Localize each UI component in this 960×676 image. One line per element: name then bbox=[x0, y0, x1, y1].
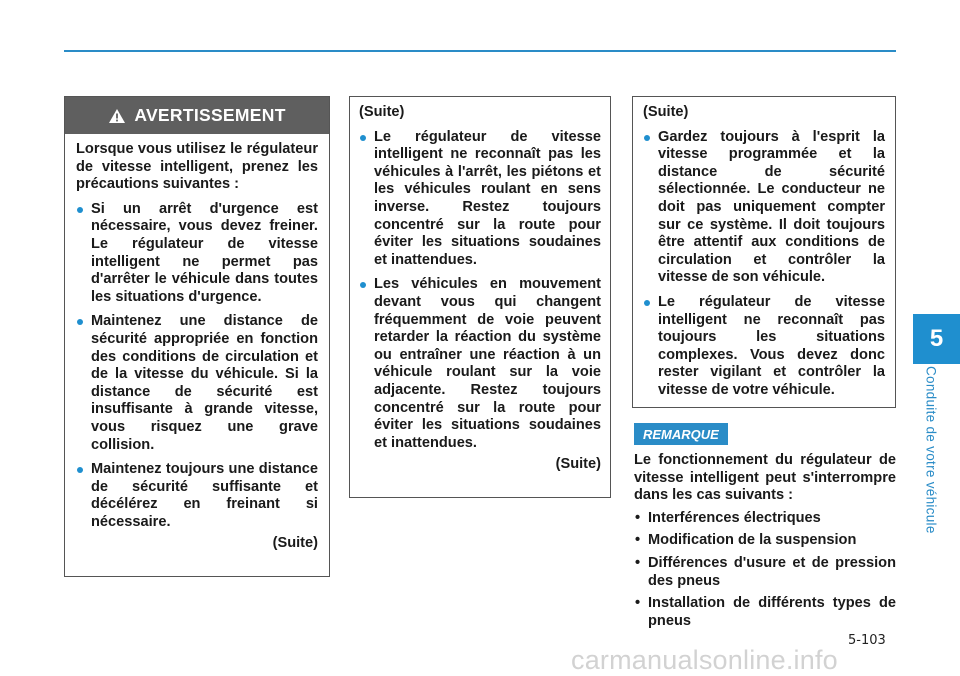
remarque-item: • Différences d'usure et de pression des pneus bbox=[634, 555, 896, 590]
chapter-number: 5 bbox=[929, 325, 944, 352]
remarque-note bbox=[634, 452, 896, 630]
warning-bullet: Maintenez une distance de sécurité appropriée en fonction des conditions de circulation et de la vitesse du véhicule. Si la distance de sécurité est insuffisante à grande vitesse, vous risquez une grave collision. bbox=[76, 313, 318, 454]
warning-intro: Lorsque vous utilisez le régulateur de vitesse intelligent, prenez les précautions suivantes : bbox=[76, 141, 318, 193]
remarque-intro: Le fonctionnement du régulateur de vitesse intelligent peut s'interrompre dans les cas suivants : bbox=[634, 452, 896, 504]
warning-title: AVERTISSEMENT bbox=[134, 104, 286, 125]
warning-continued-box bbox=[349, 96, 611, 498]
page-number: 5-103 bbox=[848, 633, 886, 648]
warning-bullet: Le régulateur de vitesse intelligent ne reconnaît pas les véhicules à l'arrêt, les piétons et les véhicules roulant en sens inverse. Restez toujours concentré sur la route pour éviter les situations soudaines et inattendues. bbox=[359, 129, 601, 270]
remarque-item: • Installation de différents types de pneus bbox=[634, 595, 896, 630]
header-rule bbox=[64, 50, 896, 52]
suite-heading: (Suite) bbox=[643, 104, 689, 120]
remarque-item: • Modification de la suspension bbox=[634, 532, 896, 550]
watermark: carmanualsonline.info bbox=[571, 645, 838, 675]
warning-bullet: Les véhicules en mouvement devant vous qui changent fréquemment de voie peuvent retarder la réaction du système ou entraîner une réaction à un véhicule roulant sur la voie adjacente. Restez toujours concentré sur la route pour éviter les situations soudaines et inattendues. bbox=[359, 276, 601, 452]
remarque-badge: REMARQUE bbox=[634, 423, 728, 445]
warning-triangle-icon bbox=[108, 108, 126, 124]
suite-continued: (Suite) bbox=[555, 456, 601, 473]
remarque-item: • Interférences électriques bbox=[634, 510, 896, 528]
warning-final-box bbox=[632, 96, 896, 408]
warning-header bbox=[65, 97, 329, 134]
warning-box bbox=[64, 96, 330, 577]
warning-bullet: Si un arrêt d'urgence est nécessaire, vous devez freiner. Le régulateur de vitesse intelligent ne permet pas d'arrêter le véhicule dans toutes les situations d'urgence. bbox=[76, 201, 318, 307]
warning-bullet: Maintenez toujours une distance de sécurité suffisante et décélérez en freinant si nécessaire. bbox=[76, 461, 318, 531]
suite-continued: (Suite) bbox=[272, 535, 318, 552]
warning-bullet: Le régulateur de vitesse intelligent ne reconnaît pas toujours les situations complexes. Vous devez donc rester vigilant et contrôler la vitesse de votre véhicule. bbox=[643, 294, 885, 400]
chapter-tab bbox=[913, 314, 960, 364]
suite-heading: (Suite) bbox=[359, 104, 405, 120]
chapter-title: Conduite de votre véhicule bbox=[923, 366, 939, 534]
warning-bullet: Gardez toujours à l'esprit la vitesse programmée et la distance de sécurité sélectionnée. Le conducteur ne doit pas uniquement compter sur ce système. Il doit toujours être attentif aux conditions de circulation et contrôler la vitesse de son véhicule. bbox=[643, 129, 885, 287]
